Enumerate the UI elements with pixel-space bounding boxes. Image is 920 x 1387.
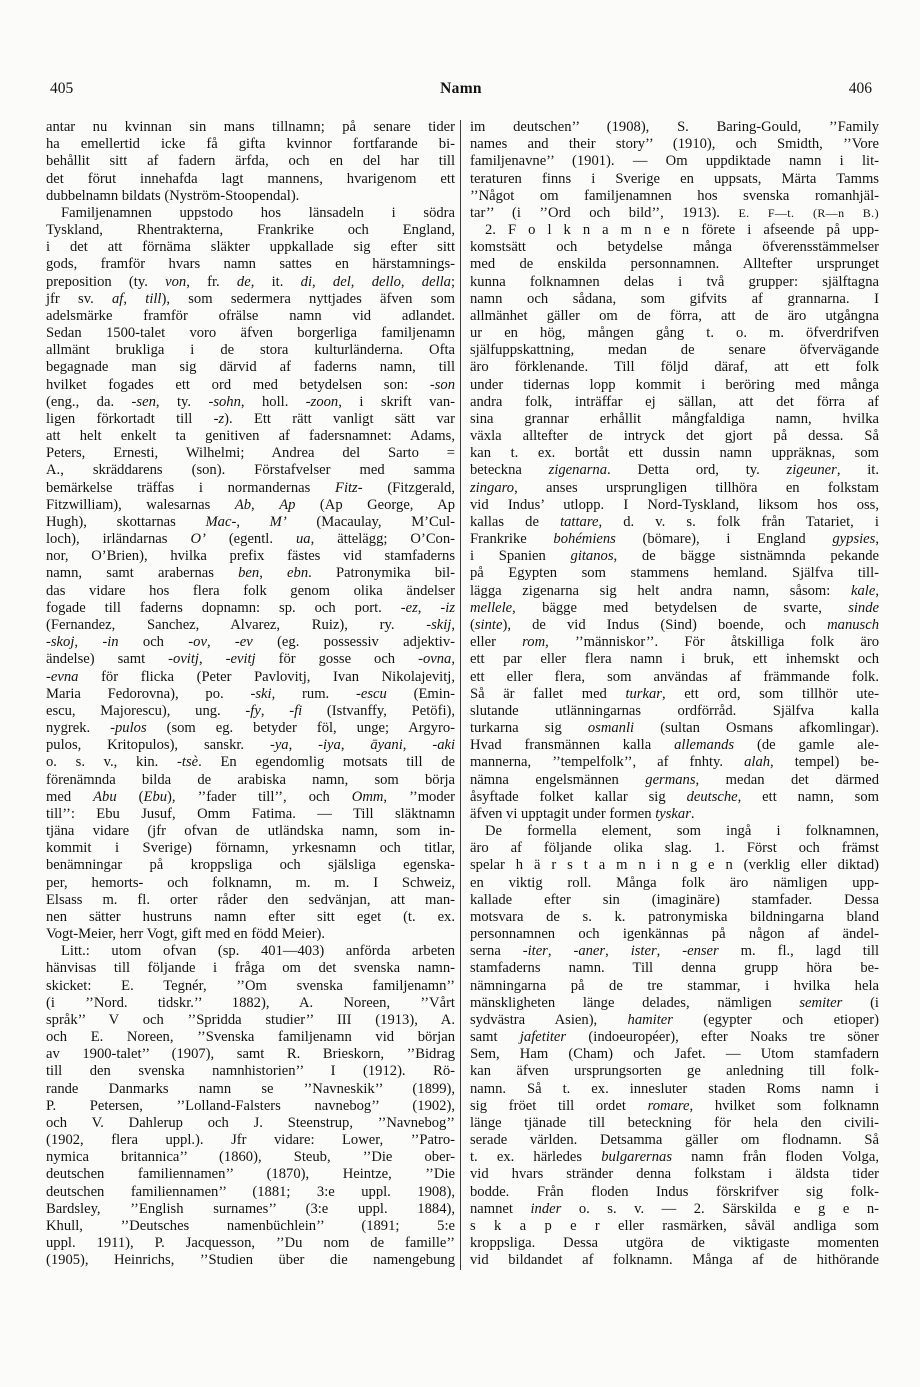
text-line: allmänhet gäller om de förra, att de äro utgångna (470, 307, 879, 324)
text-line: förenämnda bilda de arabiska namn, som börja (46, 771, 455, 788)
text-line: hänvisas till följande i fråga om det svenska namn- (46, 960, 455, 977)
text-line: komstsätt och betydelse många öfverensstämmelser (470, 239, 879, 256)
text-line: med de enskilda personnamnen. Alltefter ursprunget (470, 256, 879, 273)
text-line: lägga zigenarna sig helt andra namn, såsom: kale, (470, 582, 879, 599)
text-line: växla alltefter de intryck det gjort på dessa. Så (470, 428, 879, 445)
text-line: en viktig roll. Många folk äro nämligen upp- (470, 874, 879, 891)
text-line: vid bildandet af folknamn. Många af de hithörande (470, 1252, 879, 1269)
text-line: Familjenamnen uppstodo hos länsadeln i södra (61, 204, 455, 221)
text-line: länge tjänade till beteckning för hela den civili- (470, 1114, 879, 1131)
text-line: kallas de tattare, d. v. s. folk från Tatariet, i (470, 513, 879, 530)
text-line: familjenavne’’ (1901). — Om uppdiktade namn i lit- (470, 153, 879, 170)
text-line: vid hvars stränder denna folkstam i äldsta tider (470, 1166, 879, 1183)
text-line: äfven vi upptagit under formen tyskar. (470, 805, 695, 822)
text-line: till’’: Ebu Jusuf, Omm Fatima. — Till släktnamn (46, 805, 455, 822)
column-number-right: 406 (848, 80, 872, 97)
text-line: 2. F o l k n a m n e n förete i afseende på upp- (485, 222, 879, 239)
text-line: äro af följande olika slag. 1. Först och främst (470, 840, 879, 857)
text-line: teraturen finns i Sverige en uppsats, Märta Tamms (470, 170, 879, 187)
text-line: t. ex. härledes bulgarernas namn från floden Volga, (470, 1149, 879, 1166)
text-line: jfr sv. af, till), som sedermera nyttjades äfven som (46, 290, 456, 307)
text-line: (1905), Heinrichs, ’’Studien über die namengebung (46, 1252, 455, 1269)
text-line: under tidernas lopp kommit i beröring med många (470, 376, 879, 393)
text-line: -evna för flicka (Peter Pavlovitj, Ivan Nikolajevitj, (46, 668, 455, 685)
text-column-left (46, 119, 455, 1270)
text-line: Tyskland, Rhentrakterna, Frankrike och England, (46, 222, 455, 239)
text-line: bodde. Från floden Indus förskrifver sig folk- (470, 1183, 879, 1200)
text-line: stamfaderns namn. Till denna grupp höra be- (470, 960, 879, 977)
text-line: pulos, Kritopulos), sanskr. -ya, -iya, āyani, -aki (46, 737, 456, 754)
text-line: spelar h ä r s t a m n i n g e n (verklig eller diktad) (470, 857, 879, 874)
text-line: i Spanien gitanos, de bägge sistnämnda pekande (470, 548, 879, 565)
text-line: Elsass m. fl. orter råder den sedvänjan, att man- (46, 891, 455, 908)
text-line: names and their story’’ (1910), och Smidth, ’’Vore (470, 136, 879, 153)
column-divider-rule (460, 120, 461, 1270)
text-line: sina grannar erhållit mångfaldiga namn, hvilka (470, 410, 879, 427)
text-line: Så är fallet med turkar, ett ord, som tillhör ute- (470, 685, 879, 702)
text-line: det förut innehafda lagt mannens, hvarigenom ett (46, 170, 455, 187)
text-line: Khull, ’’Deutsches namenbüchlein’’ (1891; 5:e (46, 1218, 455, 1234)
text-line: serna -iter, -aner, ister, -enser m. fl., lagd till (470, 943, 880, 960)
text-line: själfuppskattning, medan de senare öfvervägande (470, 342, 879, 359)
text-line: (eng., da. -sen, ty. -sohn, holl. -zoon, i skrift van- (46, 393, 456, 410)
text-line: fogade till faderns dopnamn: sp. och port. -ez, -iz (46, 599, 455, 616)
text-line: motsvara de s. k. patronymiska bildningarna bland (470, 908, 879, 925)
text-line: språk’’ V och ’’Spridda studier’’ III (1913), A. (46, 1011, 455, 1028)
text-line: att helt enkelt ta genitiven af fadersnamnet: Adams, (46, 428, 455, 445)
text-line: eller rom, ’’människor’’. För åtskilliga folk äro (470, 634, 879, 651)
text-line: och V. Dahlerup och J. Steenstrup, ’’Navnebog’’ (46, 1114, 455, 1131)
text-line: turkarna sig osmanli (sultan Osmans afkomlingar). (470, 720, 879, 737)
text-line: mänskligheten länge delades, nämligen semiter (i (470, 994, 879, 1011)
text-line: Sedan 1500-talet voro äfven borgerliga familjenamn (46, 325, 455, 342)
text-line: ur en hög, mången gång t. o. m. öfverdrifven (470, 325, 879, 342)
text-line: Maria Fedorovna), po. -ski, rum. -escu (Emin- (46, 685, 455, 702)
text-line: P. Petersen, ’’Lolland-Falsters navnebog’’ (1902), (46, 1097, 455, 1114)
text-line: hvilket fogades ett ord med betydelsen son: -son (46, 376, 455, 393)
text-line: kroppsliga. Dessa utgöra de viktigaste momenten (470, 1235, 879, 1252)
text-line: (1902, flera uppl.). Jfr vidare: Lower, ’’Patro- (46, 1132, 455, 1149)
text-line: rande Danmarks namn se ’’Navneskik’’ (1899), (46, 1080, 455, 1097)
text-line: loch), irländarnas O’ (egentl. ua, ättelägg; O’Con- (46, 531, 456, 548)
text-column-right (470, 119, 879, 1270)
text-line: Litt.: utom ofvan (sp. 401—403) anförda arbeten (61, 943, 455, 960)
text-line: kan äfven ursprungsorten ge anledning till folk- (470, 1063, 879, 1080)
text-line: im deutschen’’ (1908), S. Baring-Gould, ’’Family (470, 119, 879, 135)
text-line: nämna engelsmännen germans, medan det därmed (470, 771, 879, 788)
text-line: tjäna vidare (jfr ofvan de utländska namn, som in- (46, 823, 455, 840)
text-line: mellele, bägge med betydelsen de svarte, sinde (470, 599, 879, 616)
text-line: per, hemorts- och folknamn, m. m. I Schweiz, (46, 874, 455, 891)
text-line: skicket: E. Tegnér, ’’Om svenska familjenamn’’ (46, 977, 455, 994)
text-line: uppl. 1911), P. Jacquesson, ’’Du nom de famille’’ (46, 1235, 455, 1252)
text-line: med Abu (Ebu), ’’fader till’’, och Omm, ’’moder (46, 788, 455, 805)
text-line: nor, O’Brien), hvilka prefix fästes vid stamfaderns (46, 548, 455, 565)
text-line: o. s. v., kin. -tsè. En egendomlig motsats till de (46, 754, 455, 771)
text-line: ha emellertid icke få gifta kvinnor fortfarande bi- (46, 136, 455, 153)
text-line: namn, samt arabernas ben, ebn. Patronymika bil- (46, 565, 456, 582)
text-line: (sinte), de vid Indus (Sind) boende, och manusch (470, 616, 879, 633)
text-line: ’’Något om familjenamnen hos svenska romanhjäl- (470, 187, 879, 204)
text-line: ligen förkortadt till -z). Ett rätt vanligt sätt var (46, 410, 455, 427)
text-line: andra folk, inträffar ej sällan, att det förra af (470, 393, 879, 410)
page-title: Namn (440, 80, 482, 97)
text-line: escu, Majorescu), ung. -fy, -fi (Istvanffy, Petöfi), (46, 702, 456, 719)
text-line: Peters, Ernesti, Wilhelmi; Andrea del Sarto = (46, 445, 455, 462)
text-line: (i ’’Nord. tidskr.’’ 1882), A. Noreen, ’’Vårt (46, 994, 455, 1011)
text-line: ändelse) samt -ovitj, -evitj för gosse och -ovna, (46, 651, 455, 668)
text-line: namn och sådana, som gifvits af grannarna. I (470, 290, 879, 307)
text-line: personnamnen och igenkännas på någon af ändel- (470, 926, 879, 943)
text-line: nymica britannica’’ (1860), Steub, ’’Die ober- (46, 1149, 455, 1166)
text-line: åsyftade folket kallar sig deutsche, ett namn, som (470, 788, 879, 805)
text-line: adelsmärke framför ofrälse namn vid adlandet. (46, 307, 455, 324)
text-line: deutschen familiennamen’’ (1881; 3:e uppl. 1908), (46, 1183, 455, 1200)
text-line: samt jafetiter (indoeuropéer), efter Noaks tre söner (470, 1029, 879, 1046)
text-line: kallade efter sin (imaginäre) stamfader. Dessa (470, 891, 879, 908)
text-line: das vidare hos flera folk genom olika ändelser (46, 582, 455, 599)
text-line: De formella element, som ingå i folknamnen, (485, 823, 879, 840)
text-line: nämningarna på de tre stammar, i hvilka hela (470, 977, 879, 994)
text-line: ett par eller flera namn i bruk, ett inhemskt och (470, 651, 879, 668)
text-line: A., skräddarens (son). Förstafvelser med samma (46, 462, 455, 479)
text-line: namnet inder o. s. v. — 2. Särskilda e g e n- (470, 1200, 880, 1217)
text-line: allmänt brukliga i de stora kulturländerna. Ofta (46, 342, 455, 359)
text-line: Sem, Ham (Cham) och Jafet. — Utom stamfadern (470, 1046, 879, 1063)
text-line: preposition (ty. von, fr. de, it. di, del, dello, della; (46, 273, 456, 290)
text-line: bemärkelse träffas i normandernas Fitz- (Fitzgerald, (46, 479, 455, 496)
text-line: tar’’ (i ’’Ord och bild’’, 1913). E. F—t. (R—n B.) (470, 204, 879, 221)
text-line: Hugh), skottarnas Mac-, M’ (Macaulay, M’Cul- (46, 513, 455, 530)
text-line: sydvästra Asien), hamiter (egypter och etioper) (470, 1011, 879, 1028)
text-line: kunna folknamnen delas i två grupper: själftagna (470, 273, 879, 290)
text-line: på Egypten som stammens hemland. Själfva till- (470, 565, 879, 582)
text-line: nygrek. -pulos (som eg. betyder föl, unge; Argyro- (46, 720, 455, 737)
text-line: äro förklenande. Till följd däraf, att ett folk (470, 359, 879, 376)
text-line: behållit sitt af fadern ärfda, och en del har till (46, 153, 455, 170)
text-line: -skoj, -in och -ov, -ev (eg. possessiv adjektiv- (46, 634, 456, 651)
text-line: mannerna, ’’tempelfolk’’, af fnhty. alah, tempel) be- (470, 754, 879, 771)
text-line: Frankrike bohémiens (bömare), i England gypsies, (470, 531, 879, 548)
text-line: begagnade man sig därvid af faderns namn, till (46, 359, 455, 376)
text-line: sig fröet till ordet romare, hvilket som folknamn (470, 1097, 879, 1114)
text-line: gods, framför hvars namn sattes en härstamnings- (46, 256, 455, 273)
text-line: Bardsley, ’’English surnames’’ (3:e uppl. 1884), (46, 1200, 455, 1217)
running-head (50, 80, 872, 100)
text-line: kommit i Sverige) förnamn, yrkesnamn och titlar, (46, 840, 455, 857)
text-line: antar nu kvinnan sin mans tillnamn; på senare tider (46, 119, 455, 135)
text-line: (Fernandez, Sanchez, Alvarez, Ruiz), ry. -skij, (46, 616, 455, 633)
text-line: av 1900-talet’’ (1907), samt R. Brieskorn, ’’Bidrag (46, 1046, 455, 1063)
text-line: serade världen. Detsamma gäller om flodnamn. Så (470, 1132, 879, 1149)
text-line: och E. Noreen, ’’Svenska familjenamn vid början (46, 1029, 455, 1046)
text-line: Hvad fransmännen kalla allemands (de gamle ale- (470, 737, 879, 754)
text-line: vid Indus’ utlopp. I Nord-Tyskland, liksom hos oss, (470, 496, 879, 513)
text-line: Vogt-Meier, herr Vogt, gift med en född Meier). (46, 926, 326, 943)
text-line: nen sätter hustruns namn efter sitt eget (t. ex. (46, 908, 455, 925)
text-line: Fitzwilliam), walesarnas Ab, Ap (Ap George, Ap (46, 496, 455, 513)
text-line: s k a p e r eller rasmärken, såväl andliga som (470, 1218, 879, 1234)
text-line: namn. Så t. ex. innesluter staden Roms namn i (470, 1080, 879, 1097)
text-line: ett eller flera, som användas af främmande folk. (470, 668, 879, 685)
text-line: dubbelnamn bildats (Nyström-Stoopendal). (46, 187, 300, 204)
text-line: kan t. ex. bortåt ett dussin namn uppräknas, som (470, 445, 879, 462)
text-line: beteckna zigenarna. Detta ord, ty. zigeuner, it. (470, 462, 879, 479)
text-line: slutande utlänningarnas ordförråd. Själfva kalla (470, 702, 879, 719)
text-line: zingaro, anses ursprungligen tillhöra en folkstam (470, 479, 879, 496)
text-line: deutschen familiennamen’’ (1870), Heintze, ’’Die (46, 1166, 455, 1183)
text-line: benämningar på kroppsliga och själsliga egenska- (46, 857, 455, 874)
text-line: till den svenska namnhistorien’’ I (1912). Rö- (46, 1063, 455, 1080)
text-line: i det att förnäma släkter uppkallade sig efter sitt (46, 239, 455, 256)
column-number-left: 405 (50, 80, 74, 97)
